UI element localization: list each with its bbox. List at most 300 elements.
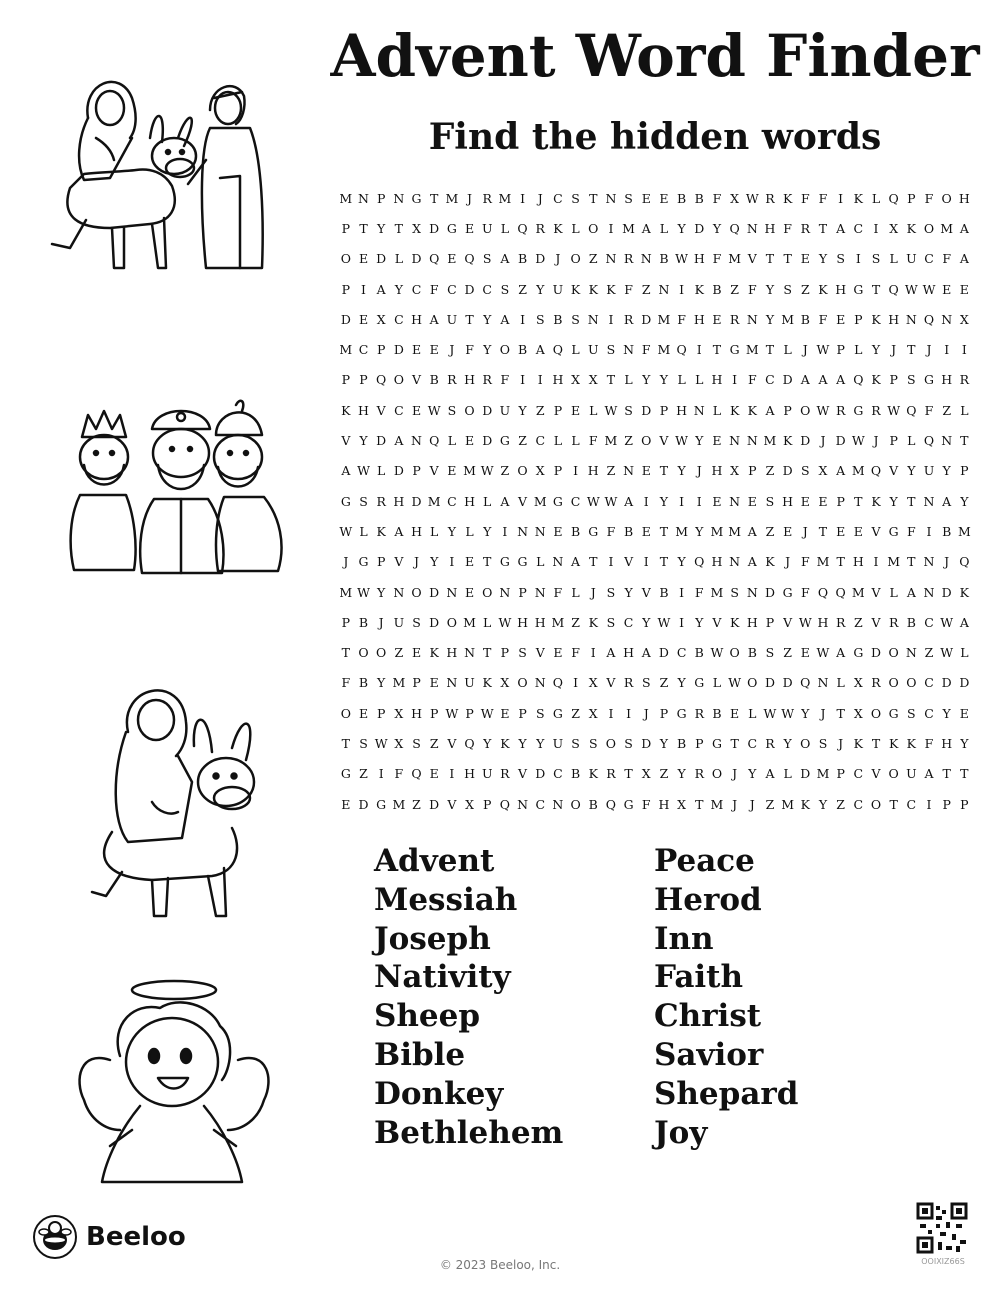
grid-letter: U [552, 735, 564, 751]
grid-letter: F [800, 554, 810, 570]
grid-letter: F [553, 584, 563, 600]
grid-letter: T [394, 220, 404, 236]
grid-letter: E [464, 554, 475, 570]
grid-letter: F [712, 190, 722, 206]
grid-row [337, 486, 973, 516]
grid-letter: F [606, 523, 616, 539]
grid-letter: S [359, 493, 368, 509]
grid-letter: F [500, 372, 510, 388]
grid-letter: H [658, 796, 670, 812]
grid-letter: Y [677, 220, 686, 236]
grid-letter: O [888, 675, 899, 691]
grid-letter: T [818, 523, 828, 539]
grid-letter: Z [518, 281, 527, 297]
grid-letter: W [339, 523, 353, 539]
grid-letter: E [818, 493, 828, 509]
grid-letter: A [765, 402, 775, 418]
grid-letter: E [712, 311, 722, 327]
grid-row [337, 395, 973, 425]
grid-letter: Y [642, 614, 651, 630]
grid-letter: V [606, 675, 616, 691]
grid-letter: J [785, 554, 791, 570]
grid-letter: P [836, 342, 845, 358]
grid-letter: R [888, 614, 899, 630]
grid-letter: F [906, 523, 916, 539]
grid-letter: G [446, 220, 457, 236]
grid-letter: K [729, 402, 740, 418]
grid-letter: T [624, 766, 633, 782]
grid-letter: N [393, 584, 405, 600]
grid-letter: V [871, 584, 881, 600]
grid-letter: P [429, 705, 439, 721]
grid-letter: H [411, 311, 422, 327]
grid-letter: D [870, 645, 881, 661]
grid-letter: E [358, 251, 369, 267]
grid-letter: H [464, 372, 475, 388]
grid-letter: P [942, 796, 951, 812]
grid-letter: Z [836, 796, 845, 812]
grid-letter: Z [588, 251, 598, 267]
grid-letter: T [836, 705, 845, 721]
grid-letter: G [358, 554, 369, 570]
grid-letter: L [571, 342, 580, 358]
grid-letter: S [641, 675, 651, 691]
grid-letter: D [376, 433, 387, 449]
grid-letter: L [748, 705, 757, 721]
word-list-item: Peace [654, 843, 755, 879]
grid-letter: I [608, 311, 614, 327]
grid-letter: L [889, 584, 898, 600]
grid-letter: X [500, 675, 510, 691]
grid-letter: B [747, 645, 757, 661]
grid-letter: U [499, 402, 511, 418]
grid-letter: C [411, 281, 422, 297]
grid-letter: A [942, 493, 952, 509]
grid-letter: Y [765, 281, 775, 297]
grid-letter: B [588, 796, 598, 812]
grid-letter: A [747, 554, 757, 570]
grid-letter: D [393, 342, 404, 358]
grid-letter: N [358, 190, 369, 206]
grid-letter: A [836, 645, 846, 661]
grid-letter: O [870, 796, 882, 812]
grid-letter: R [959, 372, 970, 388]
grid-letter: L [659, 220, 669, 236]
grid-letter: A [376, 281, 386, 297]
grid-letter: B [800, 311, 810, 327]
grid-letter: Q [464, 735, 475, 751]
grid-letter: D [941, 584, 952, 600]
grid-letter: X [853, 675, 863, 691]
grid-letter: Z [730, 281, 739, 297]
grid-letter: J [838, 735, 844, 751]
grid-letter: E [358, 311, 369, 327]
grid-row [337, 728, 973, 758]
grid-letter: T [730, 735, 739, 751]
grid-letter: M [533, 493, 547, 509]
grid-letter: R [835, 614, 846, 630]
grid-letter: Q [499, 796, 510, 812]
grid-letter: L [889, 251, 898, 267]
grid-letter: L [871, 190, 881, 206]
grid-letter: D [535, 251, 546, 267]
grid-letter: T [765, 251, 775, 267]
grid-letter: N [729, 433, 741, 449]
grid-letter: C [570, 493, 581, 509]
grid-letter: X [818, 463, 828, 479]
grid-letter: M [551, 614, 565, 630]
grid-letter: T [836, 554, 845, 570]
grid-letter: T [589, 554, 598, 570]
grid-letter: E [553, 523, 563, 539]
grid-letter: K [765, 554, 775, 570]
grid-letter: Z [659, 766, 669, 782]
grid-letter: D [641, 311, 652, 327]
grid-letter: J [891, 342, 897, 358]
grid-row [337, 789, 973, 819]
grid-letter: R [500, 766, 510, 782]
grid-letter: Y [483, 523, 492, 539]
grid-letter: M [463, 614, 476, 630]
grid-letter: Y [518, 735, 527, 751]
grid-letter: K [871, 493, 881, 509]
grid-letter: N [517, 523, 529, 539]
grid-letter: G [888, 523, 899, 539]
grid-letter: N [729, 493, 741, 509]
grid-letter: X [588, 705, 598, 721]
grid-letter: R [482, 190, 492, 206]
grid-letter: X [730, 190, 740, 206]
grid-letter: Q [923, 433, 935, 449]
grid-letter: L [430, 523, 439, 539]
grid-letter: A [836, 372, 846, 388]
grid-letter: L [712, 402, 722, 418]
grid-letter: H [693, 251, 705, 267]
grid-letter: Y [394, 281, 403, 297]
grid-letter: M [763, 433, 777, 449]
grid-letter: I [590, 645, 596, 661]
grid-letter: H [782, 493, 794, 509]
grid-letter: D [764, 675, 775, 691]
grid-letter: P [889, 372, 898, 388]
grid-letter: W [480, 705, 494, 721]
grid-letter: W [940, 645, 954, 661]
grid-letter: W [816, 342, 830, 358]
grid-letter: L [465, 523, 474, 539]
grid-letter: W [816, 645, 830, 661]
grid-letter: T [907, 554, 916, 570]
grid-letter: E [712, 493, 722, 509]
grid-letter: E [358, 705, 369, 721]
grid-row [337, 274, 973, 304]
grid-letter: L [960, 645, 969, 661]
grid-letter: Z [765, 523, 775, 539]
grid-letter: E [959, 705, 969, 721]
grid-letter: F [747, 372, 757, 388]
grid-letter: I [961, 342, 967, 358]
grid-letter: W [922, 281, 936, 297]
grid-letter: B [694, 645, 704, 661]
grid-letter: V [429, 463, 439, 479]
grid-letter: L [695, 372, 704, 388]
grid-letter: P [553, 402, 563, 418]
grid-letter: N [587, 311, 599, 327]
word-list-item: Inn [654, 920, 714, 957]
grid-letter: F [712, 251, 722, 267]
grid-letter: H [941, 372, 953, 388]
grid-letter: N [693, 402, 705, 418]
word-search-grid [337, 183, 973, 819]
grid-letter: Y [377, 584, 386, 600]
grid-letter: M [851, 584, 865, 600]
grid-letter: K [588, 281, 598, 297]
grid-letter: G [552, 493, 563, 509]
grid-letter: V [712, 614, 722, 630]
grid-letter: H [852, 554, 864, 570]
grid-letter: O [446, 614, 457, 630]
grid-letter: H [711, 463, 723, 479]
grid-letter: Z [606, 463, 616, 479]
grid-letter: S [447, 402, 457, 418]
grid-letter: L [571, 584, 580, 600]
grid-letter: E [641, 190, 651, 206]
grid-letter: U [552, 281, 564, 297]
grid-letter: N [905, 645, 917, 661]
grid-letter: T [359, 220, 368, 236]
grid-letter: V [889, 463, 899, 479]
grid-letter: F [465, 342, 474, 358]
grid-letter: I [643, 493, 649, 509]
grid-letter: P [359, 372, 368, 388]
grid-letter: W [710, 645, 724, 661]
grid-letter: M [392, 675, 406, 691]
grid-letter: R [800, 220, 811, 236]
grid-letter: D [376, 251, 387, 267]
grid-letter: M [745, 342, 759, 358]
grid-letter: X [641, 766, 651, 782]
grid-letter: O [641, 433, 652, 449]
grid-letter: S [359, 735, 368, 751]
grid-row [337, 334, 973, 364]
grid-letter: P [500, 645, 510, 661]
grid-letter: P [695, 735, 704, 751]
grid-letter: M [392, 796, 406, 812]
grid-letter: Q [429, 433, 440, 449]
grid-letter: N [746, 433, 758, 449]
grid-letter: B [623, 523, 634, 539]
grid-letter: Z [571, 705, 580, 721]
grid-letter: M [781, 796, 795, 812]
grid-letter: I [537, 372, 543, 388]
grid-letter: P [376, 190, 386, 206]
grid-letter: A [500, 493, 510, 509]
grid-letter: T [765, 342, 775, 358]
grid-letter: D [658, 645, 669, 661]
grid-letter: P [854, 311, 863, 327]
grid-letter: N [534, 675, 546, 691]
grid-letter: U [446, 311, 458, 327]
grid-letter: R [729, 311, 740, 327]
grid-letter: D [429, 796, 440, 812]
grid-letter: I [873, 220, 879, 236]
grid-letter: Y [677, 675, 686, 691]
grid-letter: G [729, 342, 740, 358]
grid-letter: T [783, 251, 792, 267]
grid-row [337, 365, 973, 395]
grid-letter: Y [783, 735, 792, 751]
word-list-item: Savior [654, 1036, 764, 1073]
grid-letter: S [606, 342, 616, 358]
grid-letter: M [657, 342, 671, 358]
grid-letter: K [341, 402, 351, 418]
grid-letter: Q [888, 190, 899, 206]
grid-letter: A [606, 645, 616, 661]
grid-letter: H [693, 311, 705, 327]
grid-letter: L [854, 342, 863, 358]
grid-row [337, 698, 973, 728]
grid-letter: O [517, 463, 528, 479]
grid-letter: H [358, 402, 369, 418]
grid-letter: Q [517, 220, 528, 236]
grid-letter: S [482, 251, 492, 267]
grid-letter: L [483, 614, 492, 630]
grid-letter: F [800, 584, 810, 600]
grid-letter: O [517, 675, 528, 691]
grid-row [337, 516, 973, 546]
grid-letter: E [447, 251, 457, 267]
grid-letter: K [588, 614, 598, 630]
grid-letter: N [411, 433, 422, 449]
grid-letter: O [729, 645, 740, 661]
grid-letter: K [871, 372, 881, 388]
grid-letter: C [535, 433, 546, 449]
grid-letter: J [820, 433, 826, 449]
grid-letter: D [411, 251, 422, 267]
grid-letter: E [553, 645, 563, 661]
grid-letter: L [447, 433, 457, 449]
grid-letter: K [888, 735, 899, 751]
grid-row [337, 577, 973, 607]
grid-letter: Y [359, 433, 368, 449]
grid-letter: D [340, 311, 351, 327]
angel-icon [70, 970, 280, 1190]
grid-letter: F [800, 190, 810, 206]
grid-letter: C [482, 281, 492, 297]
grid-letter: T [430, 190, 439, 206]
grid-letter: J [555, 251, 561, 267]
grid-letter: A [747, 523, 757, 539]
grid-letter: N [534, 584, 546, 600]
grid-letter: K [553, 220, 563, 236]
grid-letter: X [959, 311, 969, 327]
word-list-item: Faith [654, 959, 744, 996]
grid-letter: F [341, 675, 351, 691]
grid-letter: K [482, 675, 492, 691]
grid-letter: Y [677, 766, 686, 782]
grid-row [337, 304, 973, 334]
page-title: Advent Word Finder [330, 22, 980, 90]
grid-letter: P [341, 281, 351, 297]
grid-letter: A [394, 433, 404, 449]
grid-row [337, 759, 973, 789]
grid-letter: A [959, 220, 969, 236]
word-list-item: Bethlehem [374, 1114, 564, 1151]
grid-letter: E [464, 220, 475, 236]
grid-letter: F [677, 311, 686, 327]
grid-letter: L [553, 433, 563, 449]
grid-letter: C [853, 766, 864, 782]
grid-letter: J [802, 342, 808, 358]
grid-letter: T [659, 523, 669, 539]
grid-letter: C [924, 705, 934, 721]
grid-letter: I [520, 372, 526, 388]
grid-letter: W [374, 735, 388, 751]
grid-letter: H [446, 645, 458, 661]
grid-letter: I [732, 372, 738, 388]
grid-letter: T [818, 220, 828, 236]
brand-logo [32, 1214, 186, 1260]
grid-letter: W [904, 281, 918, 297]
grid-letter: H [835, 281, 847, 297]
grid-letter: Z [518, 433, 527, 449]
grid-letter: F [924, 190, 934, 206]
grid-letter: S [571, 311, 580, 327]
grid-letter: S [606, 614, 616, 630]
grid-letter: P [907, 190, 916, 206]
grid-letter: A [836, 463, 846, 479]
word-list-item: Christ [654, 998, 762, 1035]
grid-letter: K [588, 766, 598, 782]
grid-letter: M [710, 584, 724, 600]
grid-letter: P [341, 372, 351, 388]
grid-letter: I [573, 675, 579, 691]
grid-letter: M [887, 554, 901, 570]
grid-letter: W [586, 493, 600, 509]
grid-letter: E [800, 493, 810, 509]
grid-letter: I [573, 463, 579, 479]
grid-letter: Z [429, 735, 439, 751]
grid-row [337, 607, 973, 637]
grid-letter: M [675, 523, 688, 539]
grid-letter: Y [447, 523, 456, 539]
grid-letter: H [817, 614, 829, 630]
grid-letter: Z [500, 463, 510, 479]
grid-letter: S [606, 584, 616, 600]
grid-letter: Q [411, 766, 422, 782]
grid-letter: P [748, 463, 757, 479]
grid-letter: Q [694, 554, 705, 570]
grid-letter: W [498, 614, 512, 630]
grid-letter: N [446, 584, 458, 600]
grid-letter: B [659, 584, 669, 600]
grid-letter: H [746, 614, 758, 630]
grid-letter: N [552, 796, 564, 812]
grid-letter: H [623, 645, 635, 661]
grid-letter: O [570, 796, 581, 812]
grid-letter: B [517, 342, 528, 358]
grid-letter: O [358, 645, 369, 661]
grid-letter: B [659, 251, 669, 267]
grid-letter: M [728, 251, 742, 267]
word-list-item: Donkey [374, 1075, 504, 1112]
grid-letter: Y [659, 735, 669, 751]
grid-letter: Q [906, 402, 917, 418]
grid-letter: F [694, 584, 704, 600]
grid-letter: F [429, 281, 439, 297]
word-list-item: Bible [374, 1036, 466, 1073]
grid-letter: P [836, 493, 845, 509]
brand-name: Beeloo [86, 1222, 186, 1252]
